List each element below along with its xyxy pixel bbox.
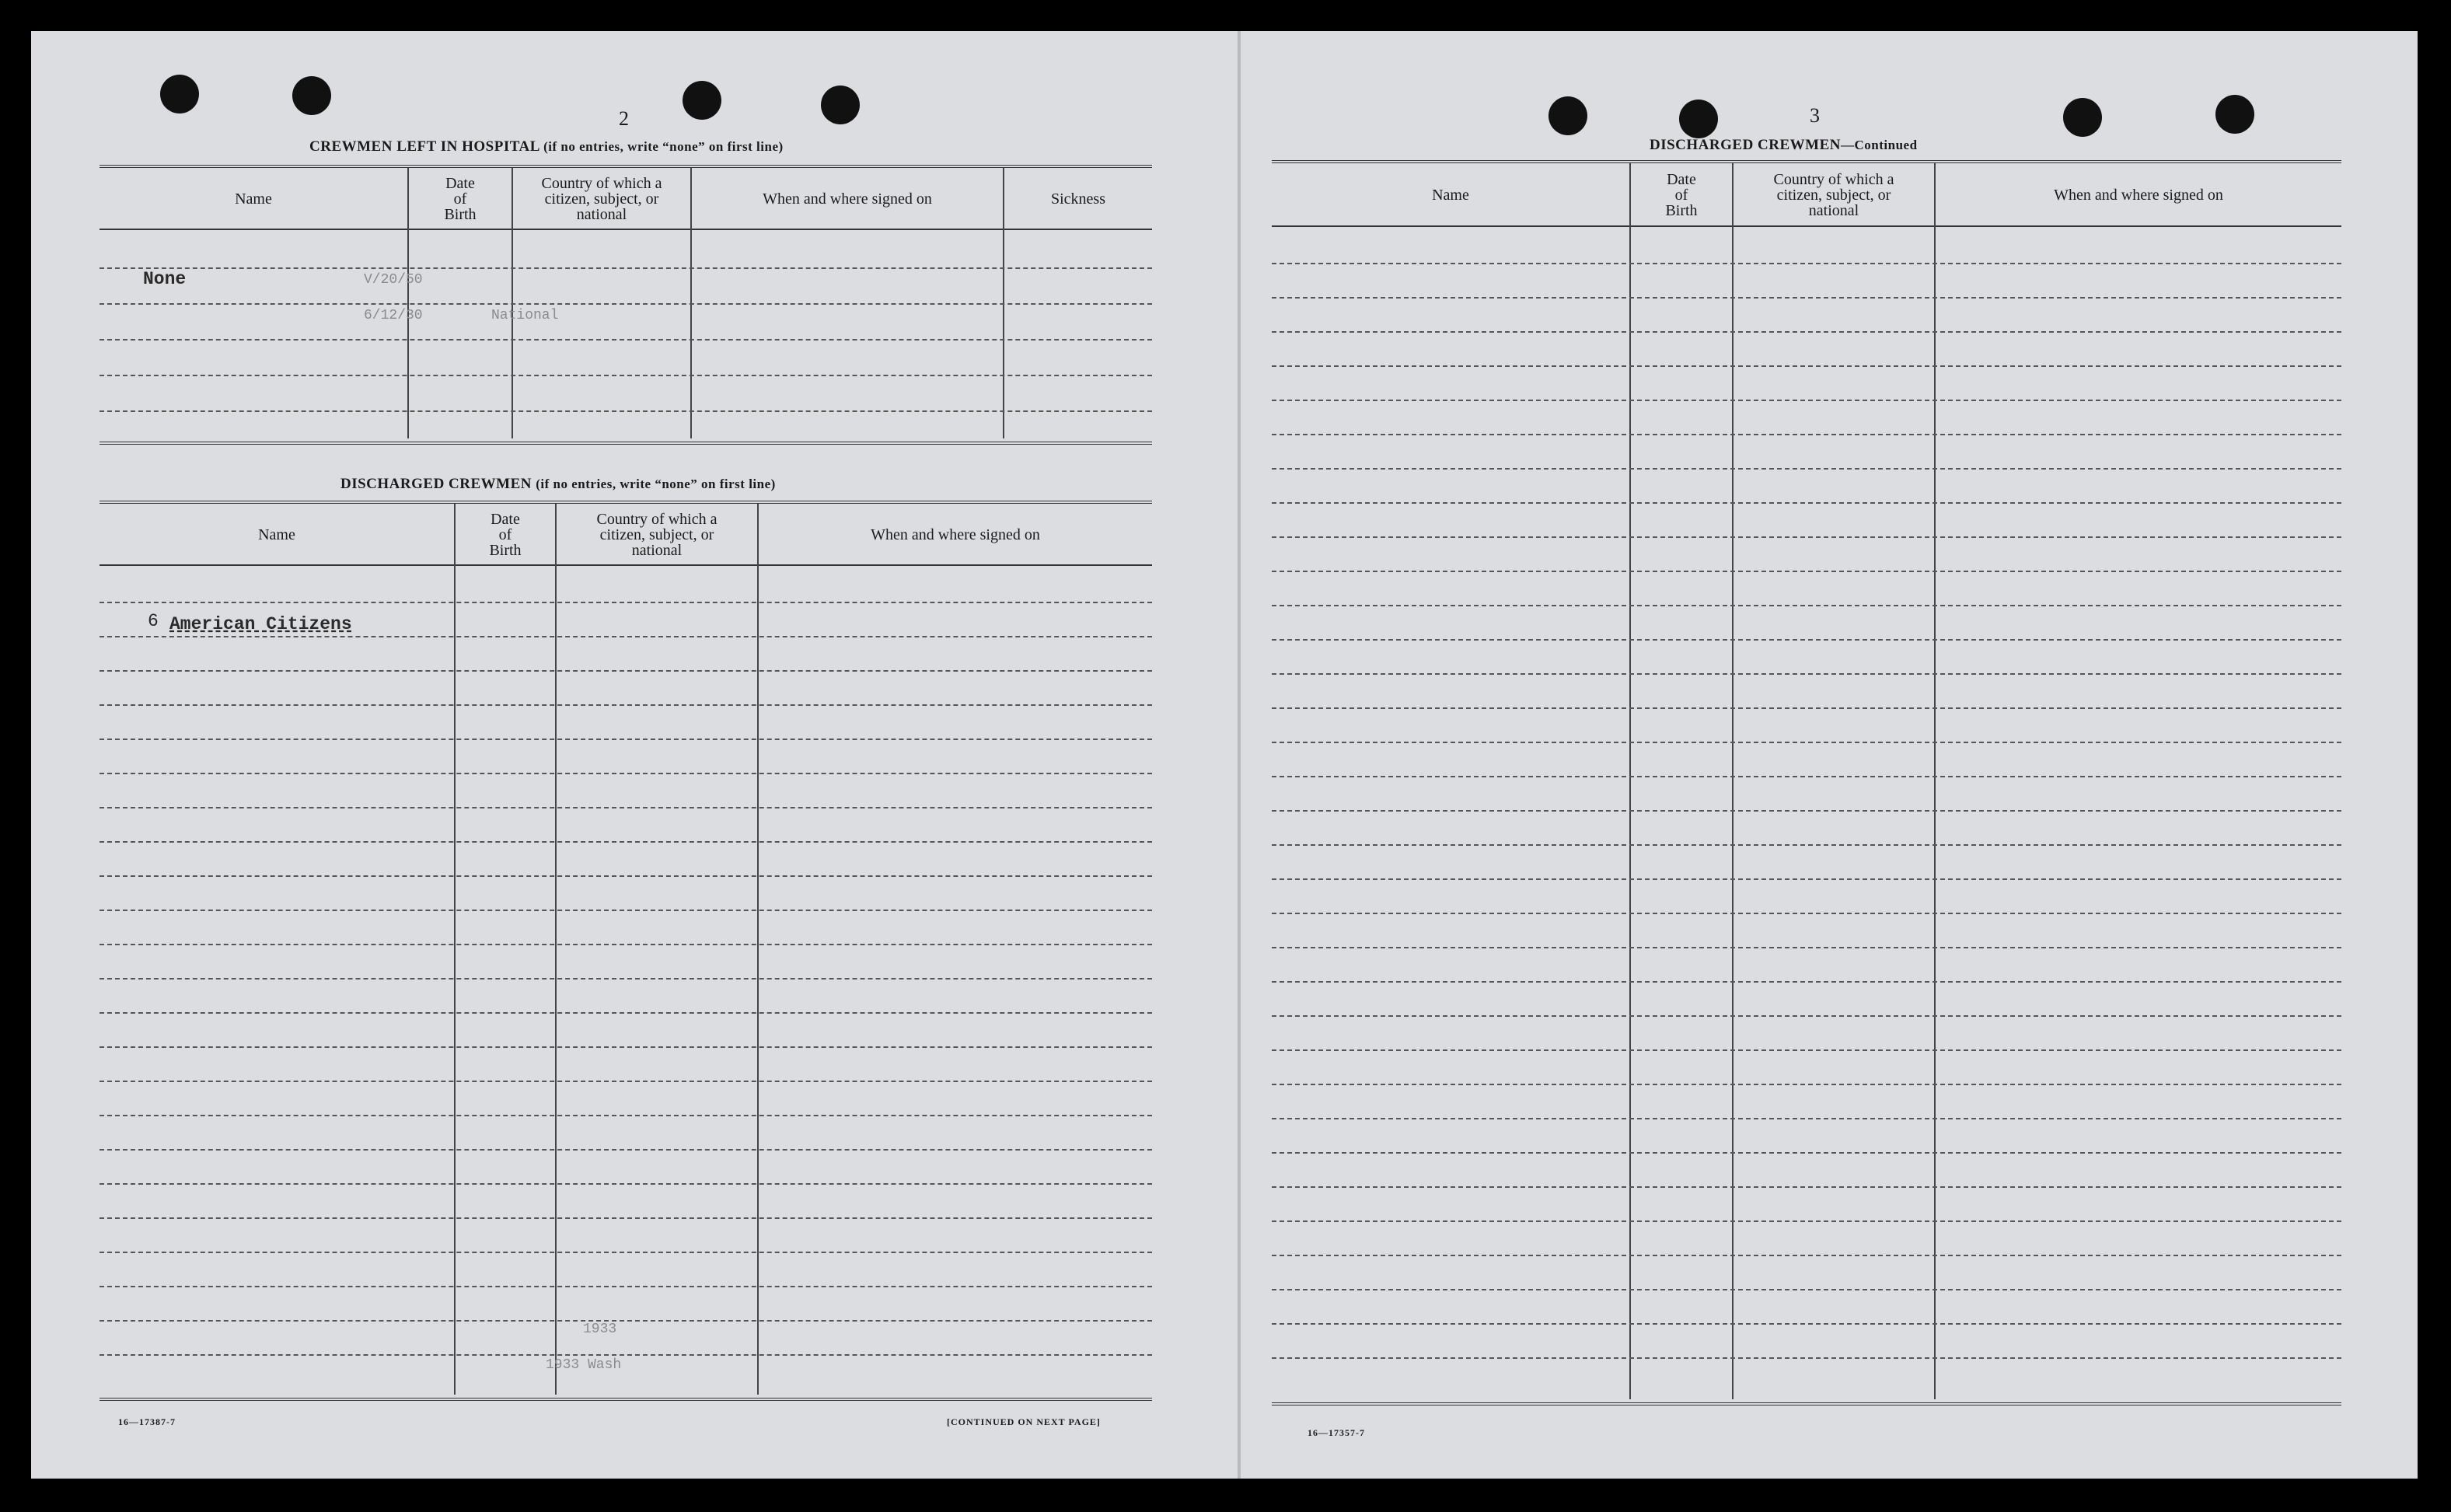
- discharged-table: [100, 501, 1152, 1401]
- table-row: [100, 704, 1152, 706]
- faint-mark: 1933: [583, 1322, 617, 1337]
- table-row: [100, 1217, 1152, 1219]
- discharged-continued-title: [1650, 137, 1918, 154]
- table-row: [1272, 605, 2341, 606]
- table-row: [1272, 1323, 2341, 1325]
- punch-hole: [821, 86, 860, 124]
- punch-hole: [683, 81, 721, 120]
- table-row: [1272, 434, 2341, 435]
- punch-hole: [292, 76, 331, 115]
- table-row: [1272, 331, 2341, 333]
- punch-hole: [160, 75, 199, 113]
- table-row: [100, 1149, 1152, 1151]
- table-row: [100, 978, 1152, 979]
- header-signed-on: When and where signed on: [763, 190, 932, 208]
- table-row: [1272, 776, 2341, 777]
- table-row: [1272, 707, 2341, 709]
- table-row: [1272, 1015, 2341, 1017]
- table-row: [100, 267, 1152, 269]
- table-row: [1272, 468, 2341, 470]
- form-number: 16—17387-7: [118, 1416, 176, 1427]
- header-date-of-birth: Date of Birth: [1665, 171, 1698, 219]
- right-page: [1241, 31, 2418, 1479]
- faint-mark: 6/12/30: [364, 308, 423, 323]
- table-row: [1272, 263, 2341, 264]
- discharged-entry-count: 6: [148, 611, 159, 631]
- column-divider: [1934, 163, 1936, 1399]
- table-row: [1272, 639, 2341, 641]
- table-row: [100, 1183, 1152, 1185]
- header-date-of-birth: Date of Birth: [444, 175, 477, 223]
- table-row: [1272, 365, 2341, 367]
- table-row: [1272, 878, 2341, 880]
- table-row: [1272, 1049, 2341, 1051]
- table-row: [100, 944, 1152, 945]
- table-row: [100, 1252, 1152, 1253]
- column-divider: [1732, 163, 1734, 1399]
- table-row: [100, 375, 1152, 376]
- table-row: [100, 910, 1152, 911]
- page-number: 3: [1810, 104, 1820, 127]
- table-row: [1272, 673, 2341, 675]
- table-row: [100, 1320, 1152, 1322]
- table-row: [1272, 502, 2341, 504]
- table-row: [100, 670, 1152, 672]
- continued-note: [CONTINUED ON NEXT PAGE]: [947, 1416, 1101, 1427]
- hospital-title-note: (if no entries, write “none” on first line): [543, 139, 784, 154]
- table-row: [100, 807, 1152, 808]
- form-number: 16—17357-7: [1308, 1427, 1365, 1438]
- punch-hole: [2063, 98, 2102, 137]
- table-row: [100, 602, 1152, 603]
- table-row: [100, 1354, 1152, 1356]
- table-row: [1272, 1186, 2341, 1188]
- table-row: [100, 773, 1152, 774]
- left-page: [31, 31, 1238, 1479]
- table-row: [100, 739, 1152, 740]
- header-country: Country of which a citizen, subject, or national: [541, 175, 662, 223]
- header-signed-on: When and where signed on: [871, 526, 1040, 543]
- hospital-section-title: [309, 138, 784, 155]
- table-row: [1272, 913, 2341, 914]
- table-row: [100, 303, 1152, 305]
- table-row: [1272, 947, 2341, 948]
- header-signed-on: When and where signed on: [2054, 187, 2223, 204]
- table-row: [100, 1012, 1152, 1014]
- column-divider: [1629, 163, 1631, 1399]
- discharged-title-note: (if no entries, write “none” on first line): [536, 477, 776, 491]
- punch-hole: [1679, 100, 1718, 138]
- header-name: Name: [235, 190, 272, 208]
- header-name: Name: [258, 526, 295, 543]
- header-date-of-birth: Date of Birth: [489, 511, 522, 559]
- punch-hole: [2215, 95, 2254, 134]
- discharged-continued-suffix: —Continued: [1841, 138, 1918, 152]
- table-row: [100, 1081, 1152, 1082]
- hospital-table: [100, 165, 1152, 445]
- faint-mark: National: [491, 308, 559, 323]
- faint-mark: 1933 Wash: [546, 1357, 622, 1373]
- table-row: [1272, 1357, 2341, 1359]
- header-sickness: Sickness: [1051, 190, 1105, 208]
- table-row: [100, 636, 1152, 637]
- table-row: [1272, 297, 2341, 299]
- table-row: [1272, 844, 2341, 846]
- table-row: [100, 1046, 1152, 1048]
- table-row: [100, 1115, 1152, 1116]
- table-row: [1272, 571, 2341, 572]
- header-name: Name: [1432, 187, 1469, 204]
- table-row: [1272, 1255, 2341, 1256]
- table-row: [100, 1286, 1152, 1287]
- header-country: Country of which a citizen, subject, or national: [1773, 171, 1894, 219]
- table-row: [1272, 1220, 2341, 1222]
- discharged-continued-title-text: DISCHARGED CREWMEN: [1650, 137, 1841, 153]
- table-row: [1272, 1289, 2341, 1290]
- table-row: [1272, 400, 2341, 401]
- table-row: [100, 841, 1152, 843]
- table-row: [1272, 1084, 2341, 1085]
- hospital-title-text: CREWMEN LEFT IN HOSPITAL: [309, 138, 539, 155]
- discharged-continued-table: [1272, 160, 2341, 1405]
- faint-mark: V/20/50: [364, 272, 423, 288]
- table-row: [1272, 810, 2341, 812]
- discharged-section-title: [340, 476, 776, 493]
- table-row: [1272, 1118, 2341, 1119]
- table-row: [1272, 981, 2341, 983]
- table-row: [1272, 536, 2341, 538]
- discharged-entry-text: American Citizens: [169, 614, 352, 634]
- table-row: [100, 410, 1152, 412]
- table-row: [1272, 742, 2341, 743]
- page-number: 2: [619, 107, 629, 130]
- table-row: [100, 339, 1152, 340]
- hospital-entry-none: None: [143, 269, 187, 289]
- table-row: [1272, 1152, 2341, 1154]
- header-country: Country of which a citizen, subject, or national: [596, 511, 717, 559]
- punch-hole: [1548, 96, 1587, 135]
- discharged-title-text: DISCHARGED CREWMEN: [340, 476, 532, 492]
- table-row: [100, 875, 1152, 877]
